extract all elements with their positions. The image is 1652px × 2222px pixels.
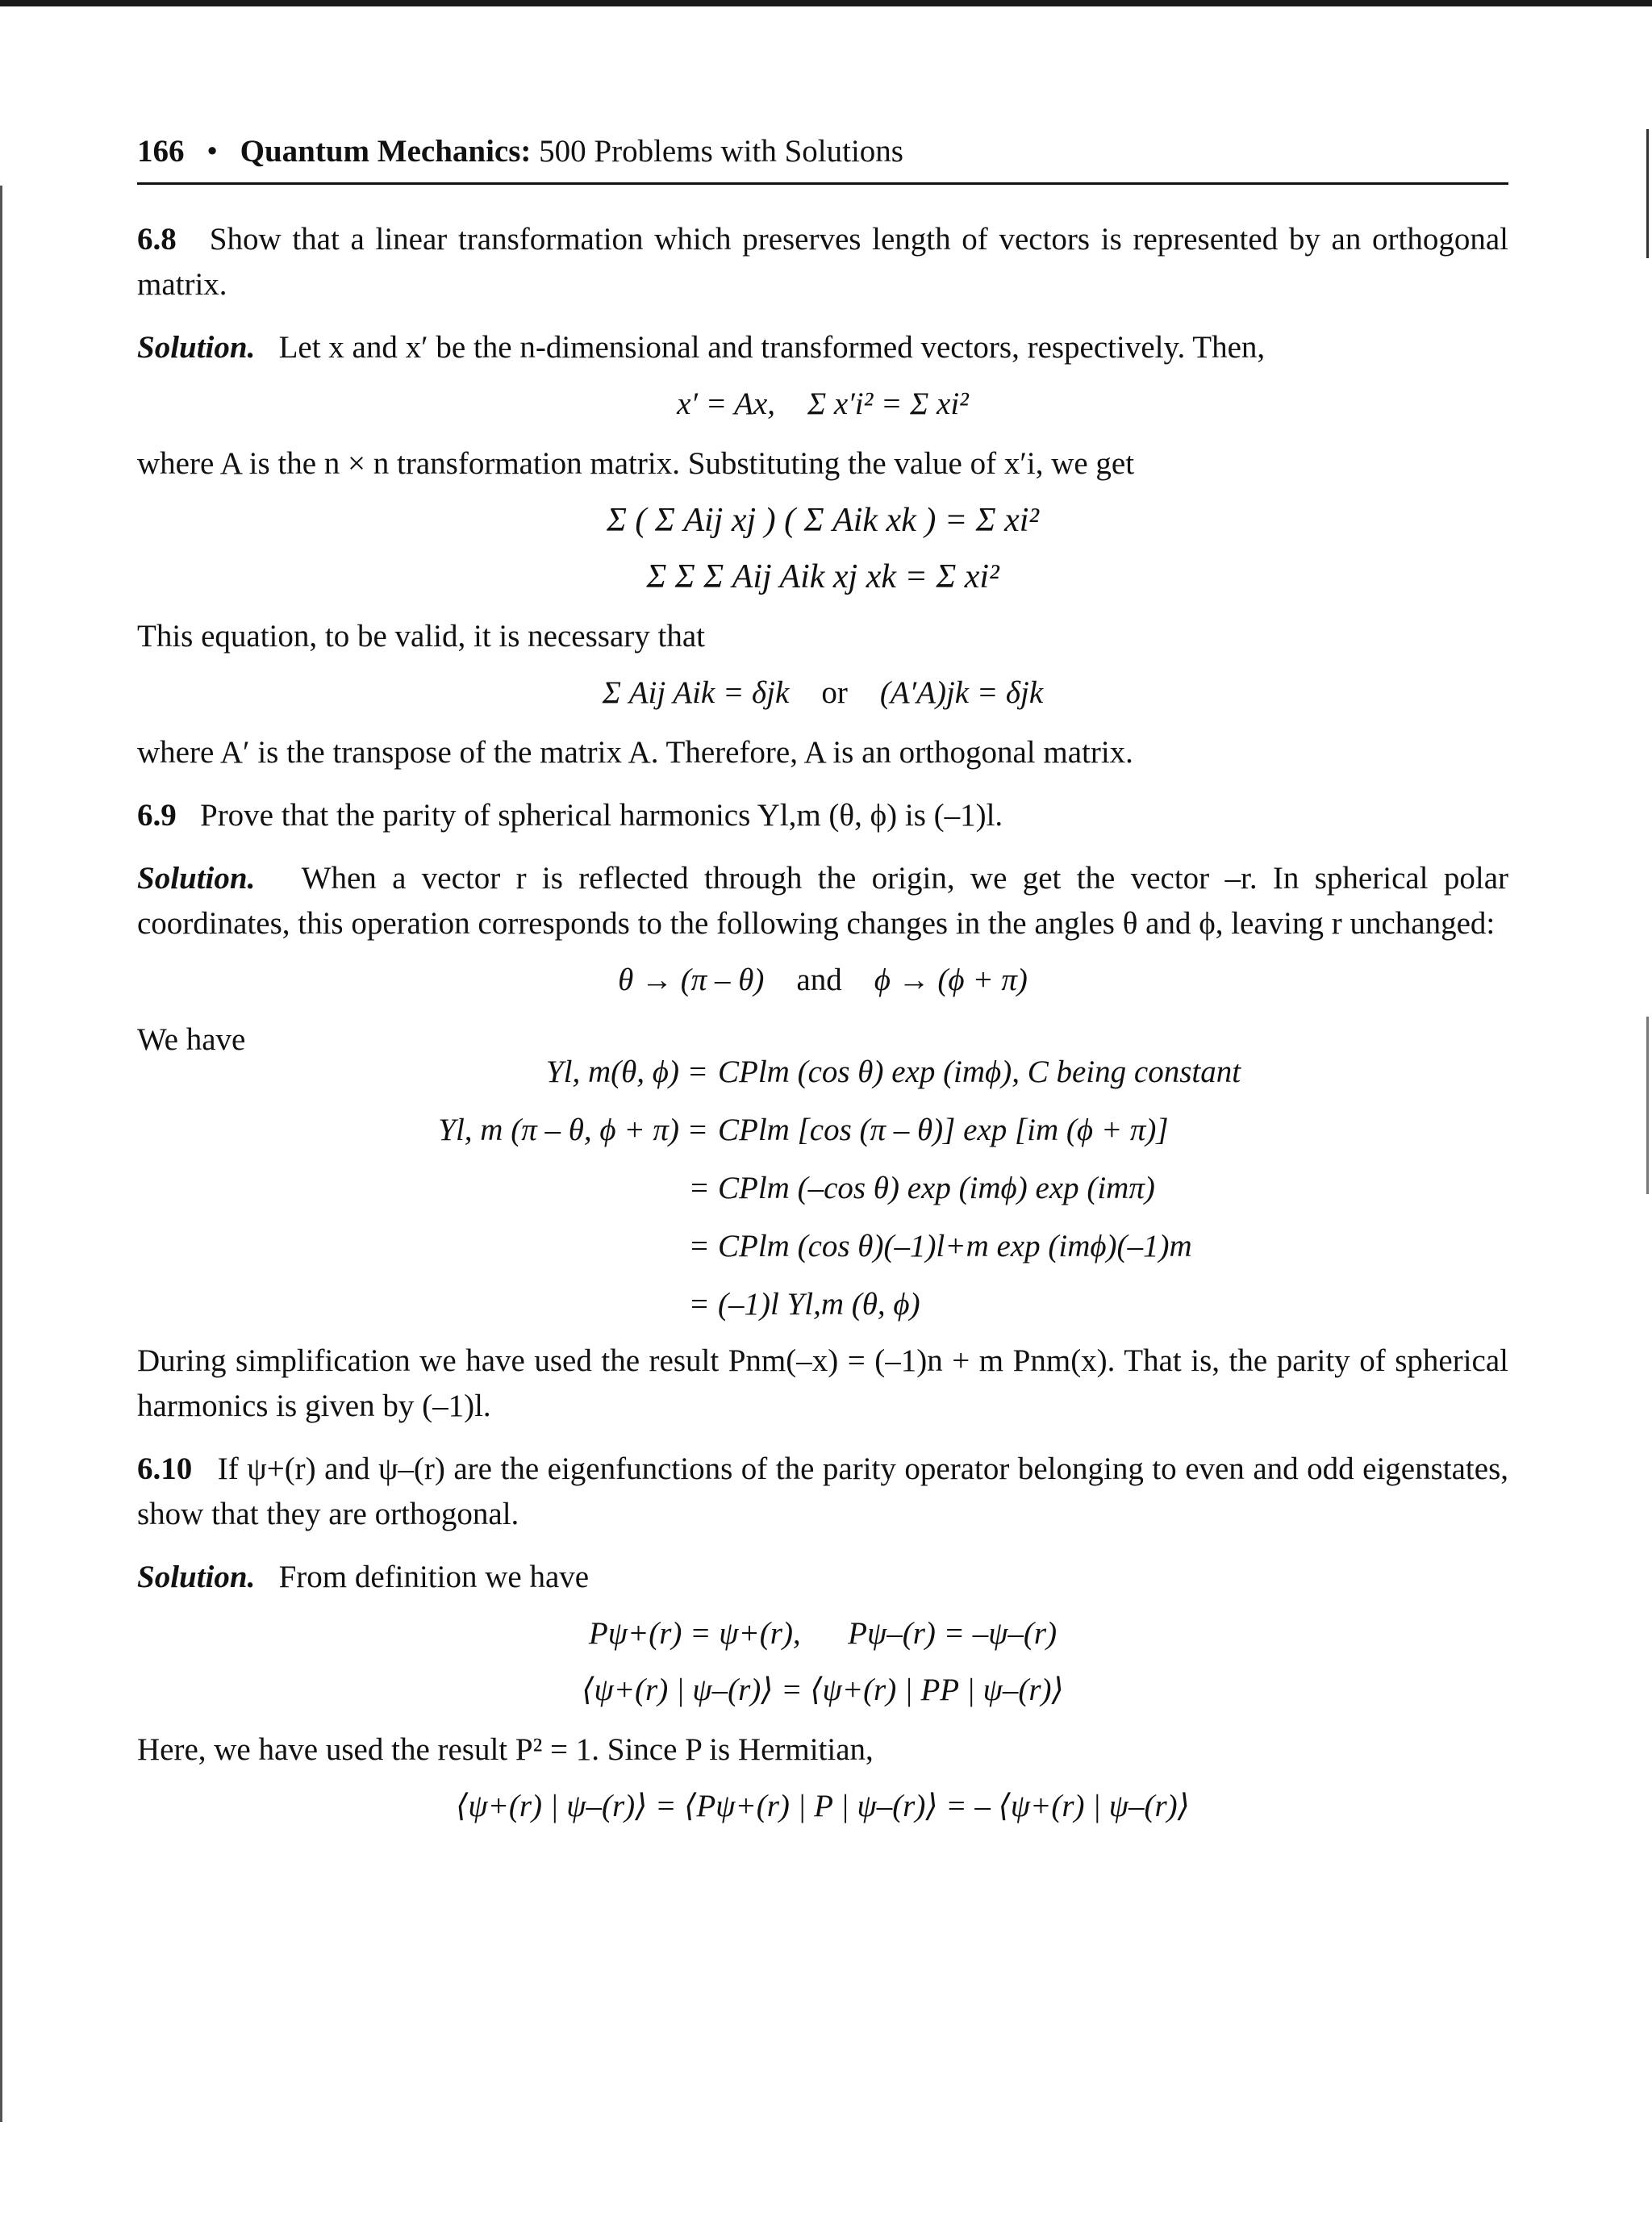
- problem-number: 6.9: [137, 798, 177, 833]
- solution-label: Solution.: [137, 330, 256, 365]
- equation-6-8-2: Σ ( Σ Aij xj ) ( Σ Aik xk ) = Σ xi²: [606, 502, 1040, 539]
- scan-border-right-lower: [1646, 1017, 1649, 1194]
- running-head: [137, 129, 1508, 185]
- hermitian-text: Here, we have used the result P² = 1. Since P is Hermitian,: [137, 1732, 874, 1767]
- book-title-bold: Quantum Mechanics:: [240, 134, 532, 169]
- where-a-text: where A is the n × n transformation matrix. Substituting the value of x′i, we get: [137, 446, 1135, 481]
- conclusion-6-8: where A′ is the transpose of the matrix A. Therefore, A is an orthogonal matrix.: [137, 735, 1133, 770]
- problem-statement: If ψ+(r) and ψ–(r) are the eigenfunctions of the parity operator belonging to even and odd eigenstates, show that they are orthogonal.: [137, 1451, 1509, 1531]
- inner-product-equation: ⟨ψ+(r) | ψ–(r)⟩ = ⟨ψ+(r) | PP | ψ–(r)⟩: [582, 1673, 1064, 1707]
- scan-border-top: [0, 0, 1652, 6]
- page-number: 166: [137, 134, 185, 169]
- derivation-line-4-lhs: =: [690, 1229, 708, 1263]
- derivation-line-5-rhs: (–1)l Yl,m (θ, ϕ): [718, 1287, 920, 1322]
- scan-border-left: [0, 186, 2, 2122]
- solution-6-8: [137, 325, 1508, 370]
- problem-statement: Prove that the parity of spherical harmonics Yl,m (θ, ϕ) is (–1)l.: [200, 798, 1003, 833]
- scan-border-right: [1646, 129, 1649, 258]
- solution-6-9: [137, 856, 1508, 946]
- derivation-line-3-rhs: CPlm (–cos θ) exp (imϕ) exp (imπ): [718, 1171, 1155, 1205]
- equation-6-10-final: [137, 1784, 1508, 1829]
- validity-text: This equation, to be valid, it is necessary that: [137, 619, 705, 654]
- we-have-label: We have: [137, 1022, 246, 1057]
- orthogonality-result: ⟨ψ+(r) | ψ–(r)⟩ = ⟨Pψ+(r) | P | ψ–(r)⟩ = – ⟨ψ+(r) | ψ–(r)⟩: [456, 1789, 1190, 1823]
- solution-intro: From definition we have: [278, 1560, 590, 1594]
- derivation-block: [137, 1017, 1508, 1327]
- derivation-line-4-rhs: CPlm (cos θ)(–1)l+m exp (imϕ)(–1)m: [718, 1229, 1192, 1263]
- derivation-line-1-rhs: CPlm (cos θ) exp (imϕ), C being constant: [718, 1055, 1241, 1089]
- problem-number: 6.8: [137, 222, 177, 257]
- problem-6-8: [137, 217, 1508, 307]
- equation-6-8-1: [137, 382, 1508, 427]
- header-bullet: •: [206, 134, 218, 169]
- derivation-line-2-lhs: Yl, m (π – θ, ϕ + π) =: [438, 1113, 708, 1147]
- problem-6-10: [137, 1447, 1508, 1537]
- phi-change: ϕ → (ϕ + π): [874, 963, 1028, 997]
- problem-6-9: [137, 793, 1508, 838]
- derivation-line-3-lhs: =: [690, 1171, 708, 1205]
- angle-change-equation: [137, 958, 1508, 1003]
- page: [137, 129, 1508, 1844]
- equation-6-8-3: Σ Σ Σ Aij Aik xj xk = Σ xi²: [646, 558, 999, 595]
- parity-eigen-equation: Pψ+(r) = ψ+(r), Pψ–(r) = –ψ–(r): [588, 1616, 1058, 1651]
- equation-6-8-2-group: [137, 498, 1508, 599]
- equation-right: Σ x′i² = Σ xi²: [807, 386, 969, 421]
- or-word: or: [821, 675, 848, 710]
- solution-intro: Let x and x′ be the n-dimensional and transformed vectors, respectively. Then,: [278, 330, 1266, 365]
- solution-label: Solution.: [137, 861, 256, 896]
- solution-label: Solution.: [137, 1560, 256, 1594]
- problem-statement: Show that a linear transformation which preserves length of vectors is represented by an orthogonal matrix.: [137, 222, 1509, 302]
- book-title-rest: 500 Problems with Solutions: [531, 134, 903, 169]
- equation-6-10-group: [137, 1611, 1508, 1713]
- theta-change: θ → (π – θ): [618, 963, 765, 997]
- equation-6-8-4: [137, 670, 1508, 716]
- solution-6-10: [137, 1555, 1508, 1600]
- derivation-line-2-rhs: CPlm [cos (π – θ)] exp [im (ϕ + π)]: [718, 1113, 1169, 1147]
- and-word: and: [796, 963, 842, 997]
- conclusion-6-9: During simplification we have used the result Pnm(–x) = (–1)n + m Pnm(x). That is, the parity of spherical harmonics is given by (–1)l.: [137, 1343, 1508, 1423]
- problem-number: 6.10: [137, 1451, 193, 1486]
- orthogonality-sum: Σ Aij Aik = δjk: [602, 675, 790, 710]
- equation-left: x′ = Ax,: [677, 386, 775, 421]
- derivation-line-5-lhs: =: [690, 1287, 708, 1322]
- orthogonality-matrix: (A′A)jk = δjk: [879, 675, 1044, 710]
- solution-text: When a vector r is reflected through the origin, we get the vector –r. In spherical polar coordinates, this operation corresponds to the following changes in the angles θ and ϕ, leaving r unchanged:: [137, 861, 1508, 941]
- derivation-line-1-lhs: Yl, m(θ, ϕ) =: [545, 1055, 708, 1089]
